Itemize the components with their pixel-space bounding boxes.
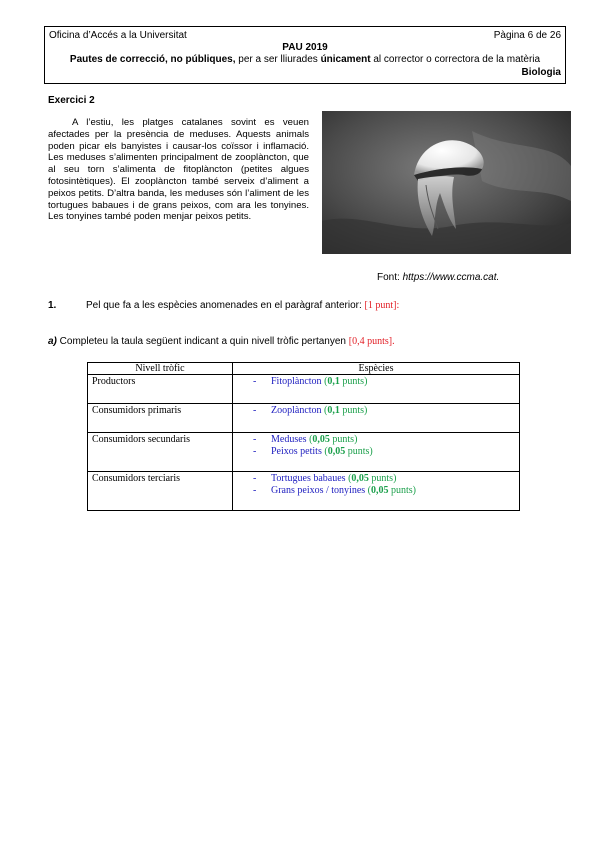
level-cell: Consumidors primaris	[88, 404, 233, 433]
question-1	[48, 300, 399, 311]
species-cell	[233, 433, 520, 472]
species-item	[233, 485, 515, 497]
species-item	[233, 376, 515, 388]
table-row	[88, 375, 520, 404]
species-points: (0,05 punts)	[321, 446, 373, 457]
exam-title: PAU 2019	[282, 42, 328, 53]
photo-caption	[377, 272, 499, 283]
species-cell	[233, 472, 520, 511]
species-item	[233, 473, 515, 485]
list-dash: -	[253, 485, 257, 496]
species-name: Peixos petits	[271, 446, 322, 457]
table-row	[88, 472, 520, 511]
list-dash: -	[253, 376, 257, 387]
notice-text-1: per a ser lliurades	[235, 54, 321, 65]
question-1-number: 1.	[48, 300, 57, 311]
table-header-row	[88, 363, 520, 375]
level-cell: Consumidors secundaris	[88, 433, 233, 472]
page-number: Pàgina 6 de 26	[493, 30, 561, 41]
list-dash: -	[253, 434, 257, 445]
species-points: (0,1 punts)	[321, 405, 368, 416]
exercise-title: Exercici 2	[48, 95, 95, 106]
page-header	[44, 26, 566, 84]
institution-name: Oficina d’Accés a la Universitat	[49, 30, 187, 41]
list-dash: -	[253, 446, 257, 457]
trophic-table	[87, 362, 520, 511]
notice-bold-1: Pautes de correcció, no públiques,	[69, 54, 236, 65]
notice-text-2: al corrector o correctora de la matèria	[370, 54, 541, 65]
species-cell	[233, 375, 520, 404]
species-name: Tortugues babaues	[271, 473, 346, 484]
list-dash: -	[253, 473, 257, 484]
species-cell	[233, 404, 520, 433]
question-a-points: [0,4 punts].	[348, 336, 395, 347]
species-name: Meduses	[271, 434, 307, 445]
species-points: (0,1 punts)	[321, 376, 368, 387]
level-cell: Consumidors terciaris	[88, 472, 233, 511]
caption-source: https://www.ccma.cat.	[402, 272, 500, 283]
species-name: Fitoplàncton	[271, 376, 322, 387]
list-dash: -	[253, 405, 257, 416]
exercise-paragraph: A l’estiu, les platges catalanes sovint es veuen afectades per la presència de meduses. Aquests animals poden picar els banyistes i causar-los coïssor i inflamació. Les meduses s’alimenten principalment de zooplàncton, que al seu torn s’alimenta de fitoplàncton (petites algues fotosintètiques). El zooplàncton també serveix d’aliment a peixos petits. D’altra banda, les meduses són l’aliment de les tortugues babaues i de grans peixos, com ara les tonyines. Les tonyines també poden menjar peixos petits.	[48, 117, 309, 223]
question-1-points: [1 punt]:	[364, 300, 400, 311]
species-item	[233, 405, 515, 417]
header-species: Espècies	[233, 363, 520, 375]
species-name: Zooplàncton	[271, 405, 322, 416]
species-points: (0,05 punts)	[306, 434, 358, 445]
caption-label: Font:	[377, 272, 403, 283]
header-level: Nivell tròfic	[88, 363, 233, 375]
question-a	[48, 336, 395, 347]
subject-name: Biologia	[521, 67, 561, 78]
species-item	[233, 434, 515, 446]
question-a-label: a)	[48, 336, 57, 347]
question-a-text: Completeu la taula següent indicant a quin nivell tròfic pertanyen	[56, 336, 349, 347]
notice-bold-2: únicament	[320, 54, 371, 65]
species-points: (0,05 punts)	[365, 485, 416, 496]
species-points: (0,05 punts)	[345, 473, 397, 484]
question-1-text: Pel que fa a les espècies anomenades en el paràgraf anterior:	[86, 300, 365, 311]
level-cell: Productors	[88, 375, 233, 404]
jellyfish-photo	[322, 111, 571, 254]
table-row	[88, 404, 520, 433]
species-item	[233, 446, 515, 458]
header-notice	[49, 54, 561, 65]
species-name: Grans peixos / tonyines	[271, 485, 366, 496]
table-row	[88, 433, 520, 472]
